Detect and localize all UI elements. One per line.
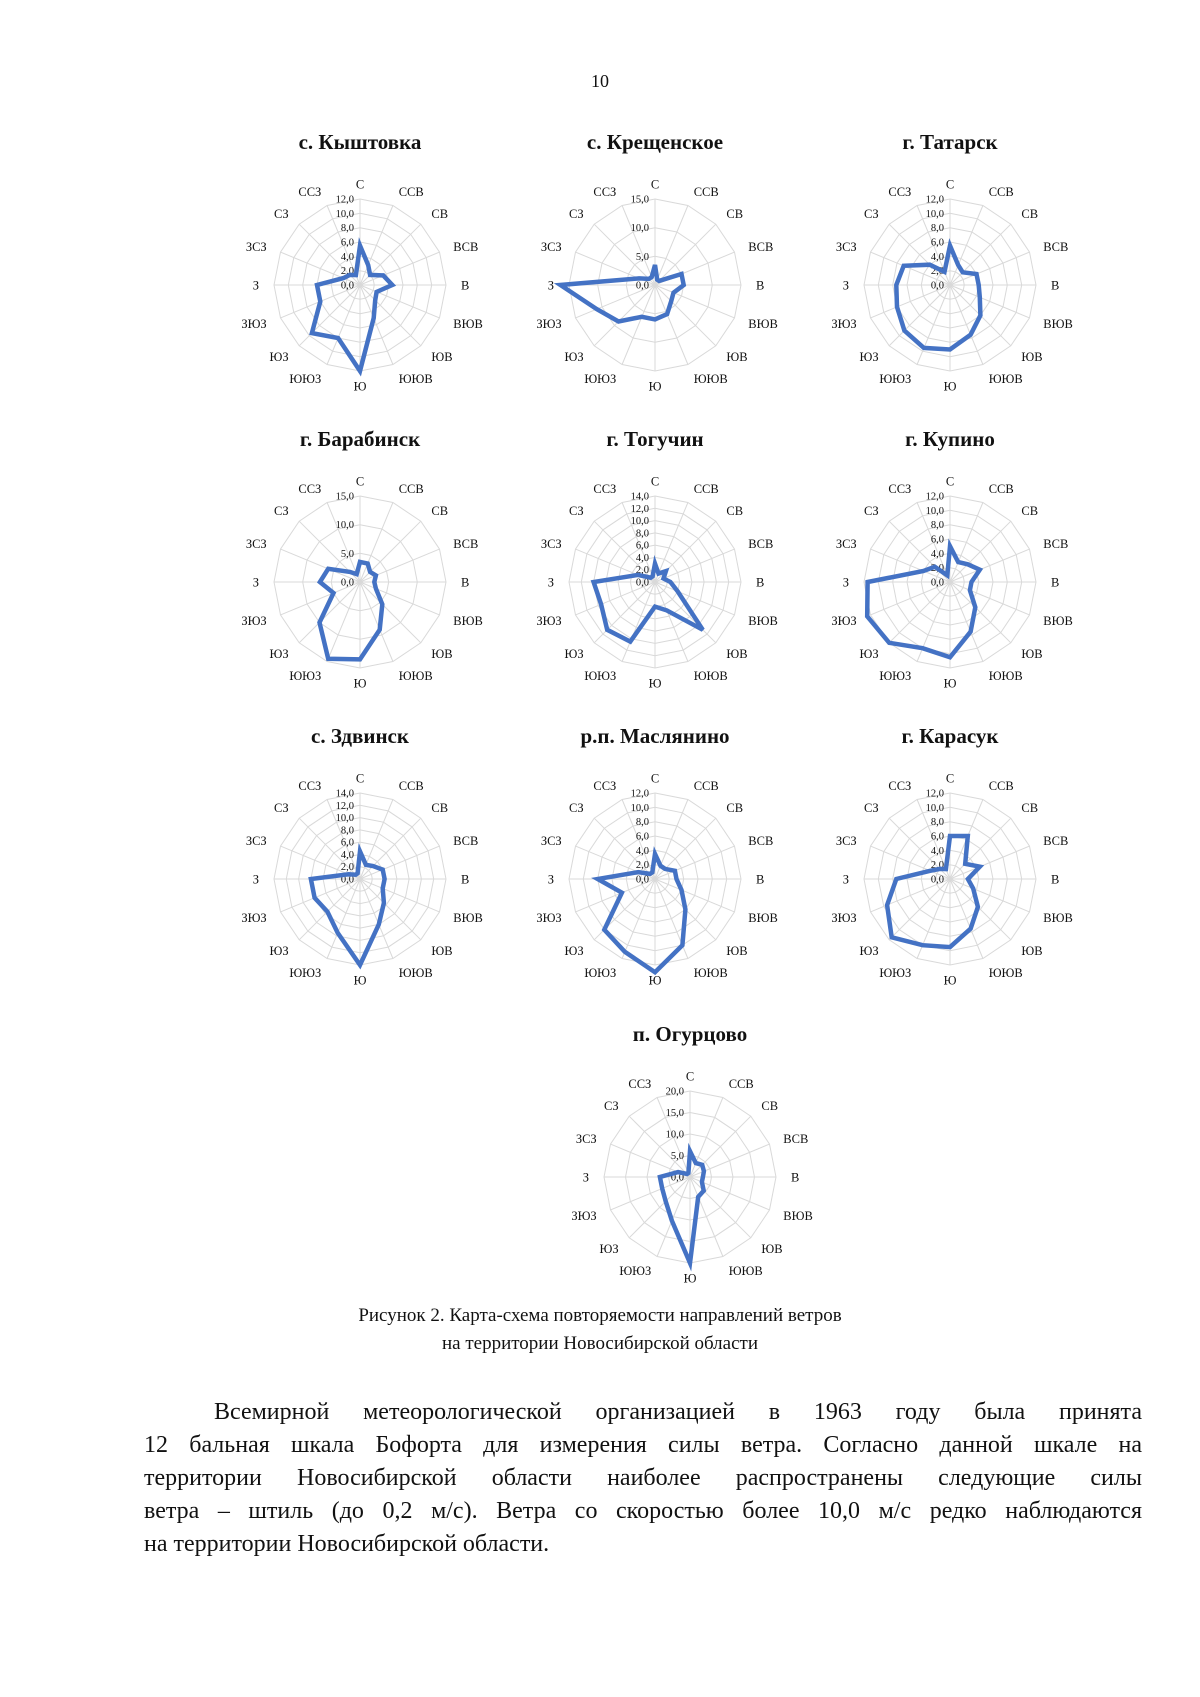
tick-label: 6,0	[930, 534, 944, 546]
paragraph-line: ветра – штиль (до 0,2 м/с). Ветра со скоростью более 10,0 м/с редко наблюдаются	[144, 1498, 1142, 1524]
tick-label: 10,0	[925, 505, 944, 517]
tick-label: 6,0	[930, 831, 944, 843]
chart-title: с. Кыштовка	[298, 130, 422, 154]
wind-rose-svg	[800, 427, 1100, 697]
direction-label: ЮЗ	[564, 943, 584, 958]
tick-label: 12,0	[630, 788, 649, 800]
paragraph-line: территории Новосибирской области наиболее распространены следующие силы	[144, 1465, 1142, 1491]
direction-label: ЮЮВ	[728, 1263, 763, 1278]
tick-label: 8,0	[930, 223, 944, 235]
direction-label: ЗСЗ	[245, 239, 267, 254]
tick-label: 10,0	[335, 813, 354, 825]
wind-rose-svg	[210, 427, 510, 697]
direction-label: ЮВ	[726, 646, 748, 661]
tick-label: 2,0	[635, 565, 649, 577]
direction-label: С	[945, 177, 955, 192]
wind-rose-svg	[505, 724, 805, 994]
wind-rose-svg	[800, 724, 1100, 994]
direction-label: ВСВ	[453, 536, 479, 551]
direction-label: Ю	[943, 379, 957, 394]
wind-rose-chart	[800, 724, 1100, 994]
tick-label: 10,0	[925, 802, 944, 814]
direction-label: ЮЗ	[269, 349, 289, 364]
direction-label: С	[650, 771, 660, 786]
direction-label: СВ	[431, 207, 449, 222]
direction-label: ССВ	[693, 185, 719, 200]
direction-label: ССЗ	[888, 185, 912, 200]
grid-spoke	[950, 879, 1011, 940]
direction-label: ВСВ	[748, 536, 774, 551]
direction-label: ССЗ	[298, 482, 322, 497]
chart-title: г. Карасук	[901, 724, 999, 748]
grid-spoke	[889, 879, 950, 940]
direction-label: Ю	[648, 379, 662, 394]
direction-label: ССЗ	[298, 185, 322, 200]
tick-label: 2,0	[340, 862, 354, 874]
direction-label: Ю	[648, 973, 662, 988]
direction-label: С	[650, 474, 660, 489]
chart-title: г. Барабинск	[299, 427, 421, 451]
tick-label: 0,0	[340, 280, 354, 292]
direction-label: ССЗ	[298, 779, 322, 794]
tick-label: 14,0	[335, 788, 354, 800]
tick-label: 12,0	[335, 800, 354, 812]
direction-label: ЗСЗ	[540, 833, 562, 848]
tick-label: 5,0	[340, 548, 354, 560]
direction-label: ССЗ	[628, 1077, 652, 1092]
tick-label: 20,0	[665, 1086, 684, 1098]
direction-label: В	[791, 1170, 800, 1185]
direction-label: ЮВ	[1021, 349, 1043, 364]
direction-label: ВСВ	[783, 1131, 809, 1146]
direction-label: ССВ	[693, 779, 719, 794]
tick-label: 0,0	[670, 1172, 684, 1184]
direction-label: ЗСЗ	[575, 1131, 597, 1146]
direction-label: ССВ	[398, 482, 424, 497]
direction-label: ССЗ	[593, 779, 617, 794]
direction-label: С	[650, 177, 660, 192]
grid-spoke	[655, 224, 716, 285]
direction-label: ЮЮВ	[693, 965, 728, 980]
direction-label: ССЗ	[593, 482, 617, 497]
tick-label: 0,0	[340, 577, 354, 589]
wind-frequency-series	[867, 546, 980, 657]
direction-label: З	[547, 872, 554, 887]
wind-rose-chart	[800, 130, 1100, 400]
direction-label: Ю	[943, 676, 957, 691]
direction-label: З	[547, 575, 554, 590]
tick-label: 6,0	[340, 837, 354, 849]
direction-label: ЮВ	[431, 349, 453, 364]
direction-label: ЮЮЗ	[879, 965, 912, 980]
direction-label: ЮЮВ	[693, 371, 728, 386]
tick-label: 2,0	[340, 266, 354, 278]
direction-label: Ю	[683, 1271, 697, 1286]
tick-label: 4,0	[635, 845, 649, 857]
tick-label: 0,0	[930, 874, 944, 886]
direction-label: З	[582, 1170, 589, 1185]
direction-label: ЮЮВ	[693, 668, 728, 683]
direction-label: ССЗ	[888, 779, 912, 794]
direction-label: СВ	[726, 207, 744, 222]
direction-label: ЗСЗ	[835, 833, 857, 848]
tick-label: 12,0	[925, 491, 944, 503]
direction-label: ЗЮЗ	[241, 911, 267, 926]
chart-title: п. Огурцово	[632, 1022, 748, 1046]
direction-label: С	[355, 177, 365, 192]
direction-label: ЮВ	[1021, 646, 1043, 661]
direction-label: ЗЮЗ	[571, 1209, 597, 1224]
direction-label: С	[945, 474, 955, 489]
direction-label: Ю	[353, 973, 367, 988]
direction-label: С	[685, 1069, 695, 1084]
tick-label: 10,0	[630, 516, 649, 528]
tick-label: 2,0	[930, 563, 944, 575]
chart-title: с. Крещенское	[586, 130, 724, 154]
direction-label: ЮЮЗ	[584, 965, 617, 980]
tick-label: 4,0	[930, 251, 944, 263]
wind-rose-chart	[505, 724, 805, 994]
direction-label: ЮЮЗ	[879, 668, 912, 683]
paragraph-line: на территории Новосибирской области.	[144, 1531, 550, 1557]
direction-label: З	[252, 575, 259, 590]
direction-label: ЮЮЗ	[289, 371, 322, 386]
direction-label: З	[842, 872, 849, 887]
grid-spoke	[950, 818, 1011, 879]
direction-label: СВ	[726, 801, 744, 816]
tick-label: 4,0	[930, 548, 944, 560]
tick-label: 15,0	[665, 1108, 684, 1119]
wind-frequency-series	[598, 854, 686, 972]
direction-label: ВСВ	[1043, 536, 1069, 551]
tick-label: 10,0	[630, 802, 649, 814]
direction-label: СВ	[431, 504, 449, 519]
direction-label: ЮВ	[726, 349, 748, 364]
tick-label: 8,0	[635, 528, 649, 540]
wind-rose-svg	[210, 724, 510, 994]
tick-label: 6,0	[340, 237, 354, 249]
direction-label: ССВ	[988, 779, 1014, 794]
wind-rose-svg	[540, 1022, 840, 1292]
direction-label: ЮЮЗ	[289, 965, 322, 980]
tick-label: 0,0	[930, 577, 944, 589]
wind-rose-chart	[210, 427, 510, 697]
direction-label: СЗ	[568, 207, 584, 222]
direction-label: СВ	[726, 504, 744, 519]
direction-label: ЮЮЗ	[289, 668, 322, 683]
wind-rose-svg	[505, 427, 805, 697]
direction-label: ЮЗ	[269, 646, 289, 661]
direction-label: В	[1051, 278, 1060, 293]
direction-label: ЗЮЗ	[831, 317, 857, 332]
tick-label: 10,0	[665, 1129, 684, 1141]
direction-label: ВСВ	[748, 239, 774, 254]
tick-label: 6,0	[930, 237, 944, 249]
chart-title: г. Купино	[905, 427, 995, 451]
direction-label: В	[461, 575, 470, 590]
direction-label: ВЮВ	[453, 317, 483, 332]
direction-label: ВСВ	[1043, 833, 1069, 848]
direction-label: ЗСЗ	[540, 239, 562, 254]
direction-label: Ю	[353, 676, 367, 691]
tick-label: 8,0	[930, 520, 944, 532]
paragraph-line: 12 бальная шкала Бофорта для измерения силы ветра. Согласно данной шкале на	[144, 1432, 1142, 1458]
direction-label: СЗ	[273, 504, 289, 519]
wind-frequency-series	[660, 1151, 704, 1263]
tick-label: 0,0	[635, 577, 649, 589]
direction-label: ЗСЗ	[835, 239, 857, 254]
direction-label: ЮЮЗ	[584, 668, 617, 683]
tick-label: 0,0	[930, 280, 944, 292]
direction-label: ССВ	[693, 482, 719, 497]
direction-label: Ю	[648, 676, 662, 691]
direction-label: ВЮВ	[748, 614, 778, 629]
tick-label: 6,0	[635, 540, 649, 552]
body-paragraph	[144, 1396, 1142, 1561]
direction-label: СВ	[761, 1099, 779, 1114]
direction-label: ЮЮВ	[988, 371, 1023, 386]
wind-rose-svg	[505, 130, 805, 400]
tick-label: 12,0	[630, 503, 649, 515]
wind-rose-chart	[210, 724, 510, 994]
direction-label: ЮЮЗ	[584, 371, 617, 386]
direction-label: ЮЗ	[859, 349, 879, 364]
tick-label: 15,0	[335, 491, 354, 503]
direction-label: ЗСЗ	[245, 833, 267, 848]
tick-label: 12,0	[335, 194, 354, 206]
direction-label: ЮВ	[726, 943, 748, 958]
grid-spoke	[360, 582, 421, 643]
grid-spoke	[950, 521, 1011, 582]
chart-title: г. Татарск	[902, 130, 998, 154]
tick-label: 10,0	[630, 223, 649, 235]
wind-rose-svg	[210, 130, 510, 400]
direction-label: СЗ	[863, 504, 879, 519]
direction-label: ЮЗ	[599, 1241, 619, 1256]
direction-label: В	[1051, 575, 1060, 590]
direction-label: В	[461, 872, 470, 887]
direction-label: ВЮВ	[748, 911, 778, 926]
tick-label: 0,0	[635, 874, 649, 886]
direction-label: С	[355, 771, 365, 786]
tick-label: 2,0	[930, 266, 944, 278]
grid-spoke	[629, 1116, 690, 1177]
grid-spoke	[950, 582, 1011, 643]
direction-label: ЮЮВ	[988, 668, 1023, 683]
direction-label: ВЮВ	[783, 1209, 813, 1224]
direction-label: ЮЮВ	[398, 668, 433, 683]
wind-rose-chart	[210, 130, 510, 400]
direction-label: ВСВ	[1043, 239, 1069, 254]
chart-title: г. Тогучин	[606, 427, 704, 451]
direction-label: ЮЗ	[859, 646, 879, 661]
direction-label: В	[1051, 872, 1060, 887]
tick-label: 10,0	[335, 520, 354, 532]
wind-frequency-series	[560, 265, 683, 322]
wind-rose-chart	[505, 130, 805, 400]
tick-label: 0,0	[635, 280, 649, 292]
grid-spoke	[889, 582, 950, 643]
tick-label: 8,0	[340, 223, 354, 235]
direction-label: ЗЮЗ	[831, 614, 857, 629]
wind-rose-chart	[505, 427, 805, 697]
direction-label: ЗСЗ	[835, 536, 857, 551]
direction-label: ССВ	[988, 482, 1014, 497]
direction-label: ВЮВ	[453, 911, 483, 926]
tick-label: 6,0	[635, 831, 649, 843]
tick-label: 10,0	[925, 208, 944, 220]
tick-label: 15,0	[630, 194, 649, 206]
direction-label: ЮЗ	[564, 646, 584, 661]
direction-label: СВ	[1021, 207, 1039, 222]
direction-label: ВСВ	[453, 239, 479, 254]
tick-label: 4,0	[635, 552, 649, 564]
direction-label: ССЗ	[593, 185, 617, 200]
direction-label: ЗЮЗ	[831, 911, 857, 926]
tick-label: 2,0	[930, 860, 944, 872]
direction-label: З	[842, 575, 849, 590]
direction-label: ЮВ	[431, 646, 453, 661]
tick-label: 5,0	[670, 1151, 684, 1162]
grid-spoke	[950, 224, 1011, 285]
direction-label: ВЮВ	[748, 317, 778, 332]
page-number: 10	[591, 71, 609, 91]
direction-label: СЗ	[273, 801, 289, 816]
direction-label: ЮЮЗ	[619, 1263, 652, 1278]
direction-label: ВЮВ	[1043, 614, 1073, 629]
tick-label: 12,0	[925, 194, 944, 206]
direction-label: ЮЗ	[564, 349, 584, 364]
direction-label: СЗ	[273, 207, 289, 222]
wind-rose-svg	[800, 130, 1100, 400]
wind-rose-chart	[540, 1022, 840, 1292]
direction-label: С	[355, 474, 365, 489]
tick-label: 4,0	[340, 849, 354, 861]
direction-label: ЗЮЗ	[536, 614, 562, 629]
direction-label: ССЗ	[888, 482, 912, 497]
direction-label: В	[461, 278, 470, 293]
direction-label: ЗЮЗ	[241, 614, 267, 629]
direction-label: ЗЮЗ	[536, 911, 562, 926]
direction-label: ЮЗ	[859, 943, 879, 958]
direction-label: ВЮВ	[1043, 911, 1073, 926]
direction-label: ССВ	[398, 779, 424, 794]
direction-label: ЮЮЗ	[879, 371, 912, 386]
tick-label: 0,0	[340, 874, 354, 886]
tick-label: 8,0	[340, 825, 354, 837]
direction-label: В	[756, 575, 765, 590]
tick-label: 8,0	[635, 817, 649, 829]
paragraph-line: Всемирной метеорологической организацией в 1963 году была принята	[214, 1399, 1142, 1425]
direction-label: ЗЮЗ	[536, 317, 562, 332]
direction-label: В	[756, 872, 765, 887]
tick-label: 14,0	[630, 491, 649, 503]
figure-caption-line-1: Рисунок 2. Карта-схема повторяемости направлений ветров	[358, 1305, 842, 1326]
tick-label: 4,0	[340, 251, 354, 263]
tick-label: 8,0	[930, 817, 944, 829]
wind-rose-chart	[800, 427, 1100, 697]
tick-label: 5,0	[635, 251, 649, 263]
direction-label: ЮВ	[1021, 943, 1043, 958]
direction-label: ЮЮВ	[398, 371, 433, 386]
direction-label: З	[547, 278, 554, 293]
direction-label: СЗ	[568, 504, 584, 519]
tick-label: 12,0	[925, 788, 944, 800]
grid-spoke	[690, 1116, 751, 1177]
direction-label: ЮВ	[431, 943, 453, 958]
chart-title: с. Здвинск	[311, 724, 409, 748]
direction-label: ВЮВ	[1043, 317, 1073, 332]
direction-label: ЗЮЗ	[241, 317, 267, 332]
direction-label: З	[252, 278, 259, 293]
direction-label: СЗ	[568, 801, 584, 816]
direction-label: ЮЮВ	[988, 965, 1023, 980]
direction-label: Ю	[943, 973, 957, 988]
direction-label: СВ	[1021, 801, 1039, 816]
direction-label: В	[756, 278, 765, 293]
tick-label: 4,0	[930, 845, 944, 857]
direction-label: ВСВ	[748, 833, 774, 848]
direction-label: ЗСЗ	[540, 536, 562, 551]
direction-label: СВ	[431, 801, 449, 816]
direction-label: З	[252, 872, 259, 887]
direction-label: Ю	[353, 379, 367, 394]
tick-label: 2,0	[635, 860, 649, 872]
direction-label: ВСВ	[453, 833, 479, 848]
direction-label: ССВ	[398, 185, 424, 200]
direction-label: СВ	[1021, 504, 1039, 519]
tick-label: 10,0	[335, 208, 354, 220]
figure-caption-line-2: на территории Новосибирской области	[442, 1333, 758, 1354]
direction-label: ЮЗ	[269, 943, 289, 958]
direction-label: ЮЮВ	[398, 965, 433, 980]
chart-title: р.п. Маслянино	[580, 724, 730, 748]
direction-label: СЗ	[863, 801, 879, 816]
direction-label: З	[842, 278, 849, 293]
direction-label: ССВ	[988, 185, 1014, 200]
direction-label: ВЮВ	[453, 614, 483, 629]
direction-label: ЮВ	[761, 1241, 783, 1256]
direction-label: С	[945, 771, 955, 786]
direction-label: ССВ	[728, 1077, 754, 1092]
direction-label: СЗ	[863, 207, 879, 222]
direction-label: СЗ	[603, 1099, 619, 1114]
direction-label: ЗСЗ	[245, 536, 267, 551]
